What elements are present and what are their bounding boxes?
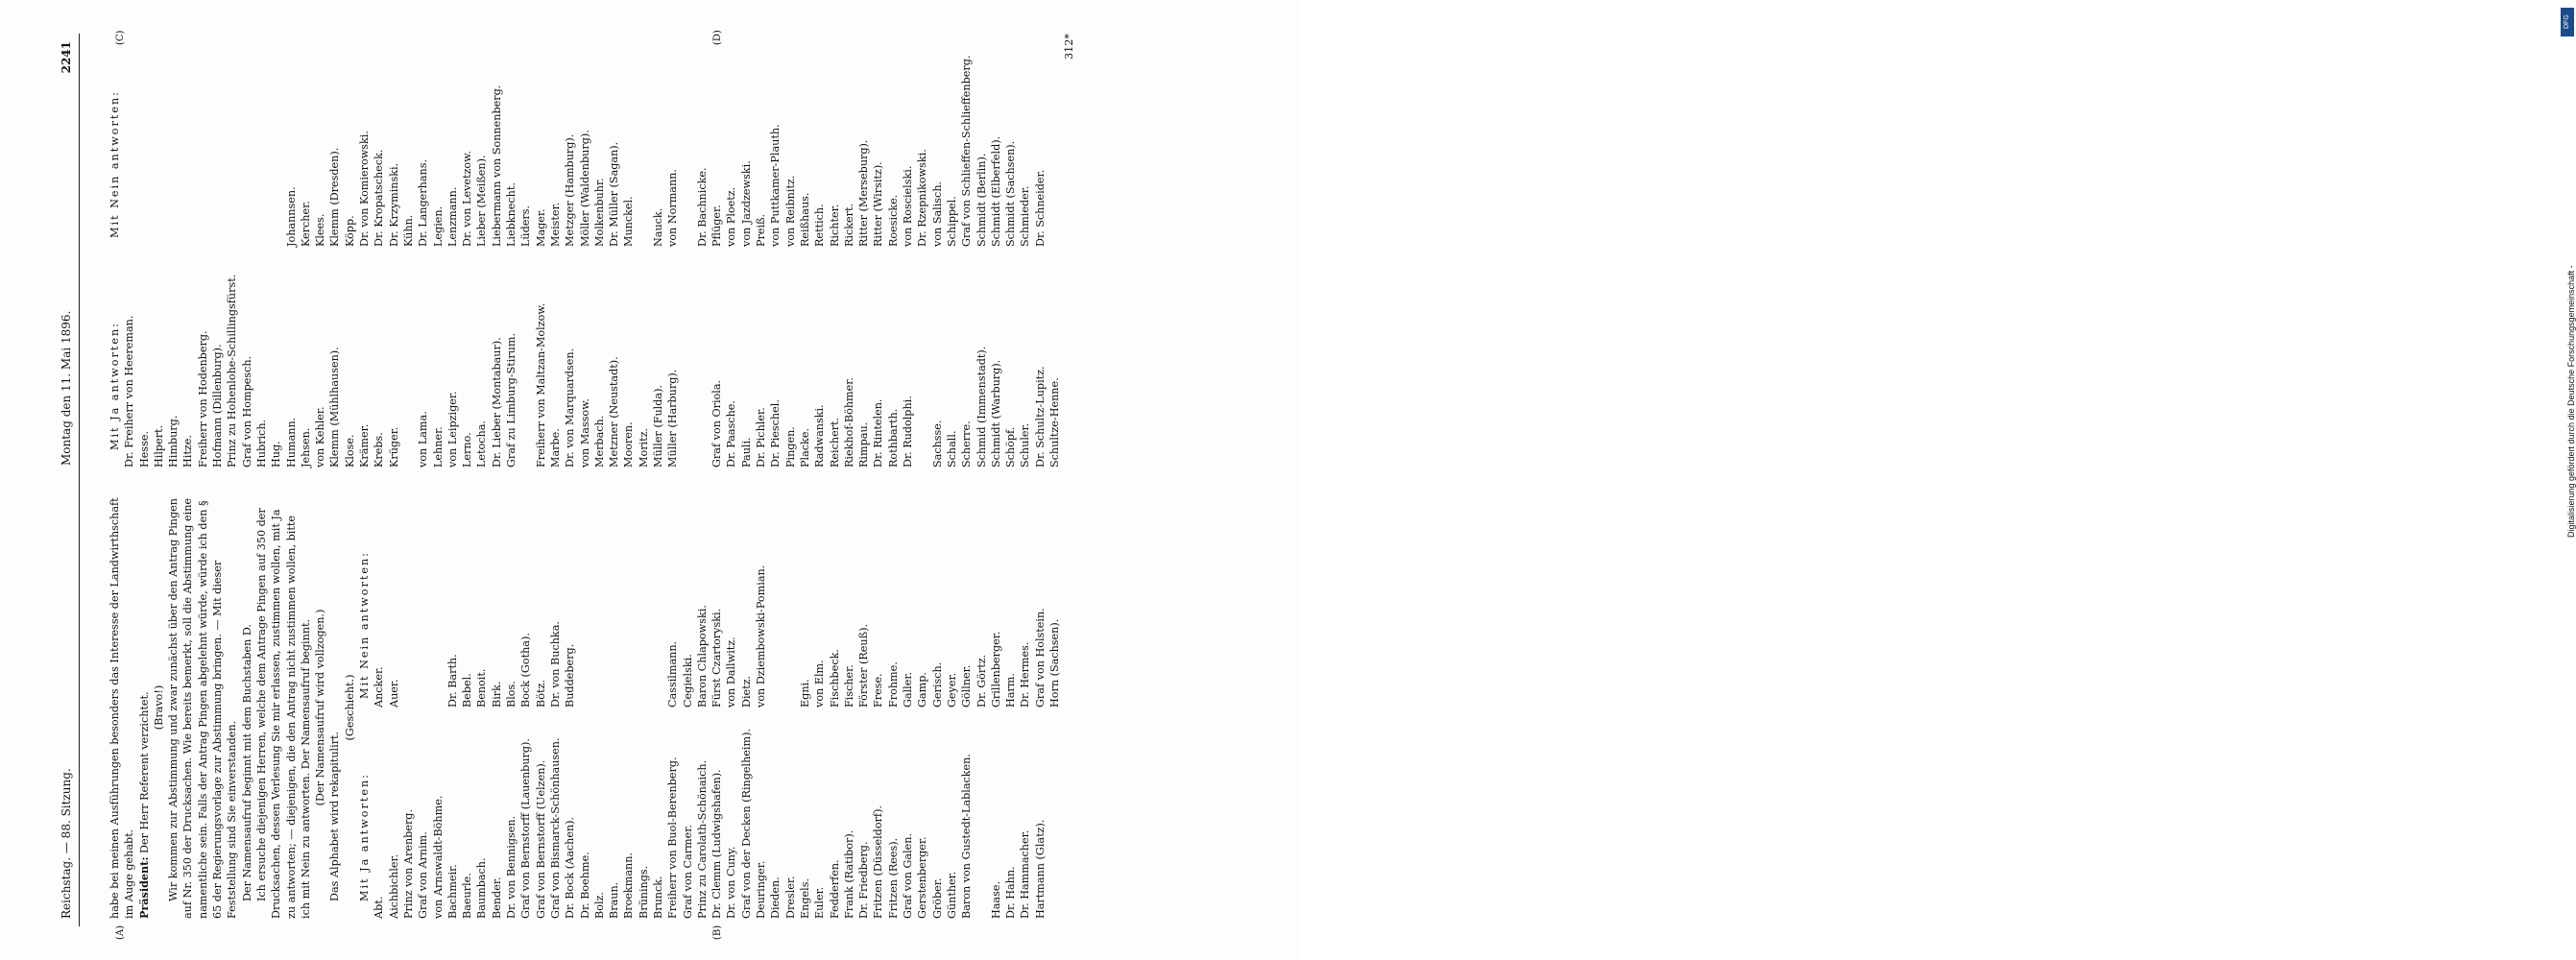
no-voter-name: Dr. Müller (Sagan). (608, 141, 621, 247)
yes-voter-name: Dr. Freiherr von Heereman. (123, 315, 136, 468)
yes-voter-name: Riekhof-Böhmer. (842, 377, 855, 468)
yes-voter-name: Graf von Oriola. (710, 379, 724, 468)
header-left: Reichstag. — 88. Sitzung. (60, 768, 73, 919)
no-voter-name: Harm. (1004, 673, 1018, 708)
no-voter-name: Ancker. (373, 666, 386, 708)
alphabet-line: Das Alphabet wird rekapitulirt. (328, 731, 342, 901)
no-voter-name (210, 26, 225, 247)
no-voter-name (637, 26, 651, 247)
no-voter-name: Ritter (Merseburg). (857, 139, 871, 247)
no-voter-name (431, 496, 445, 708)
no-voter-name: Bebel. (461, 673, 474, 708)
no-voter-name: Blos. (505, 681, 518, 708)
yes-voter-name: Bachmeir. (445, 864, 459, 919)
intro-paragraph: habe bei meinen Ausführungen besonders das Interesse der Landwirthschaft im Auge gehabt. (108, 497, 136, 919)
yes-voter-name: Hofmann (Dillenburg). (211, 344, 225, 468)
yes-voter-name: Hubrich. (254, 419, 268, 468)
no-voter-name (122, 26, 136, 247)
no-voter-name (681, 26, 695, 247)
yes-voter-name: Dr. von Bennigsen. (505, 815, 518, 919)
yes-voter-name: Dr. Schultz-Lupitz. (1033, 366, 1047, 468)
request-paragraph: Ich ersuche diejenigen Herren, welche dem Antrage Pingen auf 350 der Drucksachen, dessen Verlesung Sie mir erlassen, zustimmen wollen, mit Ja zu antworten; — diejenigen, die den Antrag nicht zustimmen wollen, bitte ich mit Nein zu antworten. Der Namensaufruf beginnt. (254, 508, 312, 919)
yes-voter-name: Lehner. (431, 426, 445, 468)
digitization-note: Digitalisierung gefördert durch die Deutsche Forschungsgemeinschaft - (2566, 265, 2576, 538)
yes-voter-name: Graf von Bismarck-Schönhausen. (548, 737, 562, 919)
voter-columns-2 (122, 26, 1062, 468)
yes-voter-name: Freiherr von Maltzan-Molzow. (534, 302, 547, 468)
yes-voter-name: Müller (Fulda). (651, 384, 664, 468)
no-voter-name (651, 496, 665, 708)
yes-voter-name: von Leipziger. (445, 391, 459, 468)
yes-voter-name: Baeurle. (461, 873, 474, 919)
no-voter-name: Dietz. (739, 675, 753, 708)
column-left (108, 496, 1062, 919)
no-voter-name: Förster (Reuß). (857, 623, 871, 708)
no-voter-name: Graf von Schlieffen-Schlieffenberg. (960, 55, 974, 247)
no-voter-name: Möller (Waldenburg). (578, 130, 591, 247)
yes-voter-name: Schall. (945, 430, 958, 468)
yes-voter-name: Graf von Arnim. (417, 831, 430, 919)
no-voter-name: Fischbeck. (828, 649, 841, 708)
yes-voter-name: Klose. (343, 434, 356, 468)
yes-voter-name: Freiherr von Buol-Berenberg. (666, 756, 680, 919)
yes-voter-name: Baumbach. (475, 857, 489, 919)
no-voter-name: Lieber (Meißen). (475, 155, 489, 247)
no-voter-name: Nauck. (651, 207, 664, 247)
no-voter-name (416, 496, 430, 708)
yes-voter-name: Schöpf. (1004, 426, 1018, 468)
margin-A: (A) (115, 924, 126, 940)
no-voter-name: Dr. von Levetzow. (461, 151, 474, 247)
no-voter-name (401, 496, 416, 708)
yes-voter-name: Dr. Pichler. (755, 407, 768, 468)
no-voter-name: Dr. Kropatscheck. (373, 149, 386, 247)
yes-voter-name: Graf von der Decken (Ringelheim). (739, 728, 753, 919)
no-voter-name: Benoit. (475, 668, 489, 708)
yes-voter-name: Klemm (Mühlhausen). (328, 347, 342, 468)
no-voter-name: Horn (Sachsen). (1048, 618, 1061, 708)
no-voter-name: von Salisch. (930, 180, 944, 247)
yes-voter-name: Graf zu Limburg-Stirum. (505, 332, 518, 468)
no-voter-name (196, 26, 210, 247)
yes-voter-name: Haase. (989, 880, 1002, 919)
no-voter-name (240, 26, 254, 247)
yes-voter-name: Abt. (373, 896, 386, 919)
no-list-2 (122, 26, 1062, 247)
no-voter-name (225, 26, 239, 247)
yes-voter-name: Gröber. (930, 877, 944, 919)
yes-voter-name: Dr. Rudolphi. (902, 396, 915, 468)
no-voter-name: Fischer. (842, 664, 855, 708)
yes-voter-name: Hilpert. (152, 424, 165, 468)
yes-voter-name: Lerno. (461, 432, 474, 468)
no-voter-name: Birk. (490, 681, 503, 708)
yes-voter-name (695, 247, 710, 468)
no-voter-name: von Elm. (813, 660, 827, 708)
no-voter-name: Molkenbuhr. (592, 178, 606, 247)
yes-voter-name: Aichbichler. (387, 853, 400, 919)
yes-voter-name: Fedderfen. (828, 859, 841, 919)
yes-voter-name: Graf von Bernstorff (Lauenburg). (519, 738, 533, 919)
yes-voter-name (401, 247, 416, 468)
no-voter-name: Dr. Hermes. (1019, 641, 1032, 708)
yes-voter-name: Dr. von Marquardsen. (564, 348, 577, 468)
no-voter-name: Rickert. (842, 203, 855, 247)
page-number: 2241 (60, 41, 73, 74)
yes-voter-name: Schmid (Immenstadt). (975, 346, 988, 468)
no-voter-name: Kühn. (401, 214, 415, 247)
no-voter-name: Graf von Holstein. (1033, 608, 1047, 708)
yes-voter-name: Pingen. (783, 426, 797, 468)
yes-voter-name: Dr. Pieschel. (769, 399, 782, 468)
yes-voter-name: Dresler. (783, 876, 797, 919)
no-voter-name: Ritter (Wirsitz). (872, 161, 885, 247)
no-voter-name: Grillenberger. (989, 631, 1002, 708)
yes-voter-name: Dr. Paasche. (725, 400, 738, 468)
no-voter-name: Cassilmann. (666, 640, 680, 708)
yes-voter-name: Brünings. (637, 865, 650, 919)
yes-voter-name: Radwanski. (813, 404, 827, 468)
no-voter-name: Köpp. (343, 215, 356, 247)
done-note: (Geschieht.) (343, 674, 356, 741)
yes-voter-name: Graf von Bernstorff (Uelzen). (534, 759, 547, 919)
yes-voter-name: Dr. Clemm (Ludwigshafen). (710, 769, 724, 919)
no-voter-name: Lenzmann. (445, 186, 459, 247)
yes-voter-name: Hartmann (Glatz). (1033, 819, 1047, 919)
no-voter-name: Göllner. (960, 664, 974, 708)
no-voter-name: von Jazdzewski. (739, 160, 753, 247)
yes-voter-name: Metzner (Neustadt). (608, 356, 621, 468)
yes-voter-name: Dr. Hahn. (1004, 866, 1018, 919)
no-voter-name (166, 26, 181, 247)
header-center: Montag den 11. Mai 1896. (60, 310, 73, 466)
no-voter-name: Dr. Barth. (445, 654, 459, 708)
yes-voter-name: Hitze. (181, 435, 195, 468)
yes-voter-name: Dr. Rintelen. (872, 398, 885, 468)
yes-voter-name (975, 708, 989, 919)
yes-voter-name (518, 247, 533, 468)
yes-voter-name: Engels. (798, 877, 811, 919)
yes-voter-name: Dr. Lieber (Montabaur). (490, 337, 503, 468)
no-voter-name (768, 496, 782, 708)
yes-voter-name: Himburg. (167, 415, 181, 468)
yes-voter-name: Scherre. (960, 420, 974, 468)
no-voter-name (637, 496, 651, 708)
signature-mark: 312* (1063, 34, 1076, 60)
rollcall-note: (Der Namensaufruf wird vollzogen.) (314, 609, 327, 806)
yes-voter-name: Fritzen (Rees). (886, 837, 900, 919)
yes-voter-name: Braun. (608, 881, 621, 919)
yes-voter-name: Günther. (945, 871, 958, 919)
yes-voter-name: Fritzen (Düsseldorf). (872, 805, 885, 919)
no-voter-name (621, 496, 636, 708)
no-voter-name: Egni. (798, 679, 811, 708)
yes-voter-name: Hesse. (137, 430, 151, 468)
answer-headings: Mit Ja antworten: Mit Nein antworten: (358, 551, 372, 901)
no-voter-name: Klees. (314, 213, 327, 247)
no-voter-name: von Reibnitz. (783, 175, 797, 247)
yes-voter-name: Marbe. (548, 428, 562, 468)
no-voter-name: Johannsen. (284, 186, 298, 247)
no-voter-name (783, 496, 798, 708)
yes-voter-name: Dr. Boehme. (578, 852, 591, 919)
no-voter-name: Galler. (902, 671, 915, 708)
margin-D: (D) (712, 30, 723, 45)
no-voter-name: Geyer. (945, 672, 958, 708)
yes-voter-name: Prinz von Arenberg. (401, 808, 415, 919)
vote-paragraph: Wir kommen zur Abstimmung und zwar zunächst über den Antrag Pingen auf Nr. 350 der Drucksachen. Wie bereits bemerkt, soll die Abstimmung eine namentliche sein. Falls der Antrag Pingen abgelehnt würde, würde ich den § 65 der Regierungsvorlage zur Abstimmung bringen. — Mit dieser Feststellung sind Sie einverstanden. (167, 497, 239, 919)
yes-voter-name: Krüger. (387, 426, 400, 468)
yes-voter-name: Dr. Friedberg. (857, 841, 871, 919)
no-voter-name: von Ploetz. (725, 186, 738, 247)
no-voter-name (578, 496, 592, 708)
yes-voter-name: Schultze-Henne. (1048, 377, 1061, 468)
yes-voter-name: Mooren. (622, 421, 636, 468)
no-voter-name (254, 26, 269, 247)
no-voter-name: Dr. Krzyminski. (387, 162, 400, 247)
margin-B: (B) (712, 924, 723, 940)
no-voter-name: Schmidt (Elberfeld). (989, 135, 1002, 247)
no-voter-name: Schmidt (Berlin). (975, 153, 988, 247)
bravo-note: (Bravo!) (152, 684, 165, 731)
yes-voter-name: Krebs. (373, 432, 386, 468)
yes-voter-name: Krämer. (358, 423, 372, 468)
no-voter-name: Bock (Gotha). (519, 633, 533, 708)
no-list-1 (372, 496, 1062, 708)
no-voter-name: Gamp. (916, 672, 929, 708)
yes-voter-name: Schmidt (Warburg). (989, 359, 1002, 468)
no-voter-name: Dr. Rzepnikowski. (916, 149, 929, 247)
voter-columns-1 (372, 496, 1062, 919)
yes-voter-name: Reichert. (828, 417, 841, 468)
no-voter-name (592, 496, 607, 708)
column-right (108, 26, 1077, 468)
no-voter-name (181, 26, 195, 247)
yes-voter-name: Graf von Carmer. (681, 825, 694, 919)
no-voter-name: Pflüger. (710, 204, 724, 247)
no-voter-name: Auer. (387, 679, 400, 708)
no-voter-name: Schmieder. (1019, 185, 1032, 247)
no-voter-name: von Dziembowski-Pomian. (755, 564, 768, 708)
yes-voter-name: Baron von Gustedt-Lablacken. (960, 754, 974, 919)
no-voter-name: Bötz. (534, 680, 547, 708)
yes-voter-name: von Arnswaldt-Böhme. (431, 795, 445, 919)
no-voter-name: Metzger (Hamburg). (564, 133, 577, 247)
no-voter-name: Baron Chlapowski. (695, 605, 709, 708)
yes-voter-name: Graf von Galen. (902, 832, 915, 919)
no-voter-name: Dr. Schneider. (1033, 169, 1047, 247)
rotated-page-content (58, 24, 1248, 940)
yes-voter-name: Freiherr von Hodenberg. (196, 330, 209, 468)
no-voter-name: Dr. Görtz. (975, 654, 988, 708)
yes-voter-name: Müller (Harburg). (666, 369, 680, 468)
no-voter-name: Frohme. (886, 661, 900, 708)
yes-voter-name: Merbach. (592, 415, 606, 468)
president-line: Präsident: Der Herr Referent verzichtet. (136, 691, 151, 919)
yes-voter-name: von Kehler. (314, 406, 327, 468)
yes-voter-name: Dr. von Cuny. (725, 846, 738, 919)
yes-voter-name: Graf von Hompesch. (240, 355, 253, 468)
no-voter-name: Frese. (872, 673, 885, 708)
yes-voter-name: Broekmann. (622, 852, 636, 919)
no-voter-name: Kercher. (299, 201, 312, 247)
no-voter-name: von Roscielski. (902, 165, 915, 247)
yes-voter-name: Pauli. (739, 437, 753, 468)
no-voter-name: Cegielski. (681, 654, 694, 708)
rollcall-paragraph: Der Namensaufruf beginnt mit dem Buchstaben D. (240, 623, 253, 901)
yes-voter-name: Frank (Ratibor). (842, 829, 855, 919)
no-voter-name: Gerisch. (930, 661, 944, 708)
no-voter-name: Liebermann von Sonnenberg. (490, 84, 503, 247)
answer-headings-2: Mit Ja antworten: Mit Nein antworten: (108, 90, 121, 450)
dfg-logo: DFG (2561, 8, 2574, 36)
yes-voter-name: Jehsen. (299, 427, 312, 468)
no-voter-name: Buddeberg. (564, 643, 577, 708)
yes-voter-name: von Massow. (578, 398, 591, 468)
no-voter-name: Dr. Langerhans. (417, 158, 430, 247)
yes-voter-name: Brunck. (651, 876, 664, 919)
no-voter-name: Mager. (534, 208, 547, 247)
yes-voter-name: Rimpau. (857, 421, 871, 468)
yes-voter-name: Sachsse. (930, 420, 944, 468)
no-voter-name: Munckel. (622, 196, 636, 247)
no-voter-name: Schmidt (Sachsen). (1004, 140, 1018, 247)
no-voter-name: Meister. (548, 202, 562, 247)
yes-voter-name: Deuringer. (755, 860, 768, 919)
yes-voter-name: Rothbarth. (886, 408, 900, 468)
no-voter-name (269, 26, 283, 247)
no-voter-name: von Normann. (666, 169, 680, 247)
yes-voter-name: Dr. Hammacher. (1019, 829, 1032, 919)
no-voter-name: Dr. von Buchka. (548, 621, 562, 708)
yes-voter-name: Gerstenberger. (916, 836, 929, 919)
yes-voter-name: Humann. (284, 417, 298, 468)
yes-voter-name (681, 247, 695, 468)
no-voter-name: Liebknecht. (505, 182, 518, 247)
no-voter-name: Fürst Czartoryski. (710, 608, 724, 708)
yes-voter-name: Bolz. (592, 892, 606, 919)
no-voter-name: Roesicke. (886, 194, 900, 247)
no-voter-name: Rettich. (813, 204, 827, 247)
no-voter-name: von Dallwitz. (725, 636, 738, 708)
yes-voter-name: Letocha. (475, 420, 489, 468)
yes-voter-name: Hug. (270, 441, 283, 468)
yes-voter-name: Dr. Bock (Aachen). (564, 816, 577, 919)
yes-voter-name: Moritz. (637, 427, 650, 468)
yes-list-2 (122, 247, 1062, 468)
margin-C: (C) (115, 30, 126, 45)
yes-voter-name: Prinz zu Carolath-Schönaich. (695, 759, 709, 919)
no-voter-name: Richter. (828, 204, 841, 247)
yes-voter-name: Euler. (813, 886, 827, 919)
no-voter-name: Dr. von Komierowski. (358, 131, 372, 247)
yes-voter-name: von Lama. (417, 411, 430, 468)
running-header (58, 34, 80, 926)
no-voter-name: Dr. Bachnicke. (695, 167, 709, 247)
yes-voter-name: Prinz zu Hohenlohe-Schillingsfürst. (226, 274, 239, 468)
no-voter-name: Legien. (431, 205, 445, 247)
no-voter-name: Preiß. (755, 213, 768, 247)
no-voter-name (607, 496, 621, 708)
no-voter-name: Lüders. (519, 204, 533, 247)
no-voter-name (137, 26, 152, 247)
no-voter-name: Schippel. (945, 196, 958, 247)
digitization-strip (1278, 0, 2576, 960)
yes-voter-name: Placke. (798, 428, 811, 468)
yes-voter-name: Schuler. (1019, 422, 1032, 468)
no-voter-name (152, 26, 166, 247)
yes-voter-name (915, 247, 929, 468)
yes-list-1 (372, 708, 1062, 919)
no-voter-name: von Puttkamer-Plauth. (769, 124, 782, 247)
yes-voter-name: Bender. (490, 876, 503, 919)
no-voter-name: Reißhaus. (798, 192, 811, 247)
no-voter-name: Klemm (Dresden). (328, 147, 342, 247)
yes-voter-name: Dieden. (769, 876, 782, 919)
